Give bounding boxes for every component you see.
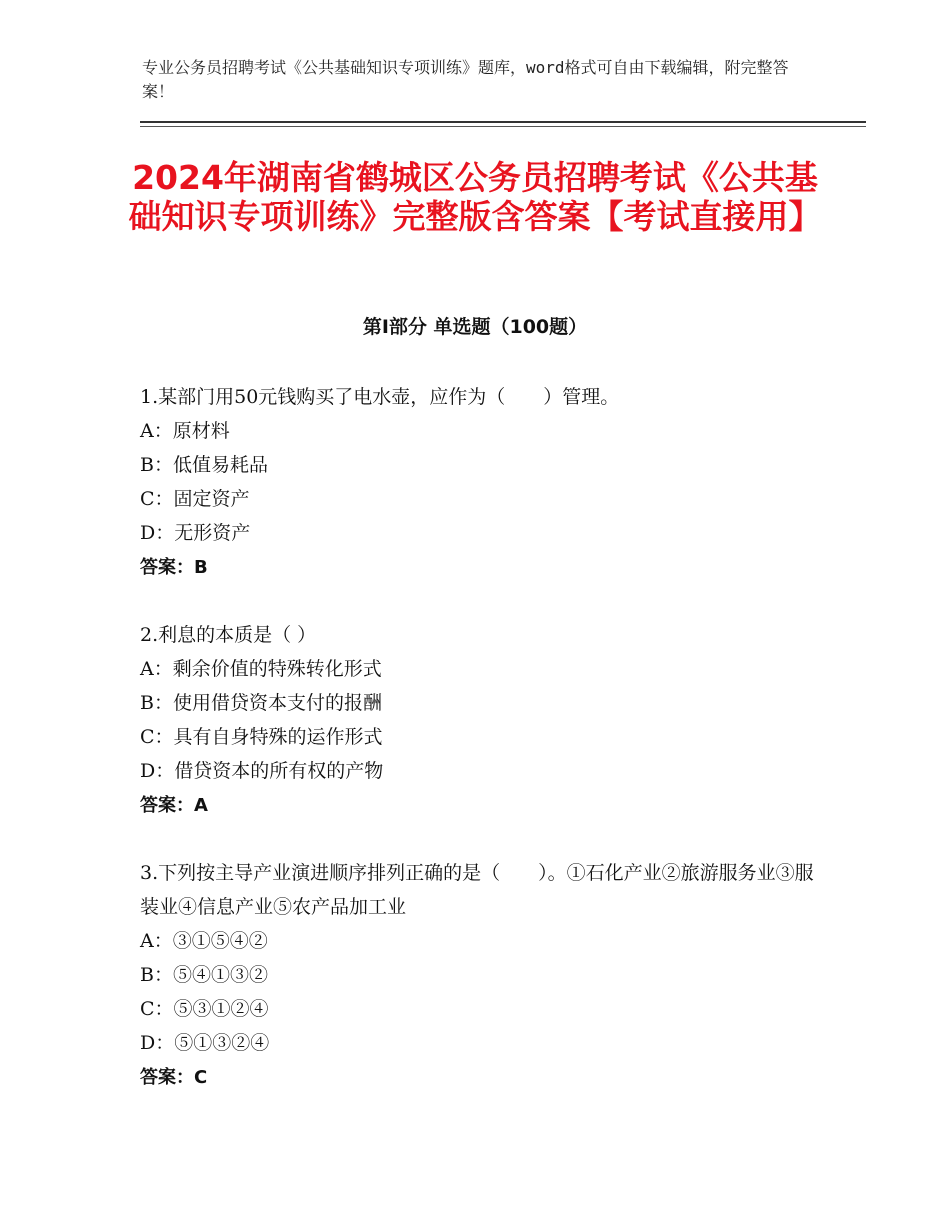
question-stem: 1.某部门用50元钱购买了电水壶，应作为（ ）管理。 [140,386,620,408]
section-heading: 第Ⅰ部分 单选题（100题） [362,316,588,338]
document-title: 2024年湖南省鹤城区公务员招聘考试《公共基础知识专项训练》完整版含答案【考试直接用】 [128,158,822,236]
option-c: C：固定资产 [140,488,250,510]
question-list [140,380,820,1128]
header-note: 专业公务员招聘考试《公共基础知识专项训练》题库，word格式可自由下载编辑，附完整答案！ [142,58,789,101]
answer-value: C [194,1067,208,1088]
question-stem: 2.利息的本质是（ ） [140,624,317,646]
answer-line [140,550,820,586]
answer-value: A [194,795,208,816]
option-d: D：借贷资本的所有权的产物 [140,760,384,782]
question-2 [140,618,820,824]
answer-line [140,1060,820,1096]
option-a: A：原材料 [140,420,230,442]
option-d: D：⑤①③②④ [140,1032,270,1054]
answer-label: 答案： [140,557,194,578]
option-b: B：低值易耗品 [140,454,268,476]
header-divider-thin [140,126,866,127]
question-1 [140,380,820,586]
option-a: A：剩余价值的特殊转化形式 [140,658,382,680]
option-b: B：使用借贷资本支付的报酬 [140,692,382,714]
answer-line [140,788,820,824]
option-c: C：具有自身特殊的运作形式 [140,726,383,748]
option-a: A：③①⑤④② [140,930,268,952]
question-stem: 3.下列按主导产业演进顺序排列正确的是（ ）。①石化产业②旅游服务业③服装业④信息产业⑤农产品加工业 [140,862,814,918]
answer-label: 答案： [140,795,194,816]
option-d: D：无形资产 [140,522,251,544]
answer-value: B [194,557,208,578]
option-b: B：⑤④①③② [140,964,268,986]
question-3 [140,856,820,1096]
answer-label: 答案： [140,1067,194,1088]
option-c: C：⑤③①②④ [140,998,269,1020]
header-divider-thick [140,121,866,123]
